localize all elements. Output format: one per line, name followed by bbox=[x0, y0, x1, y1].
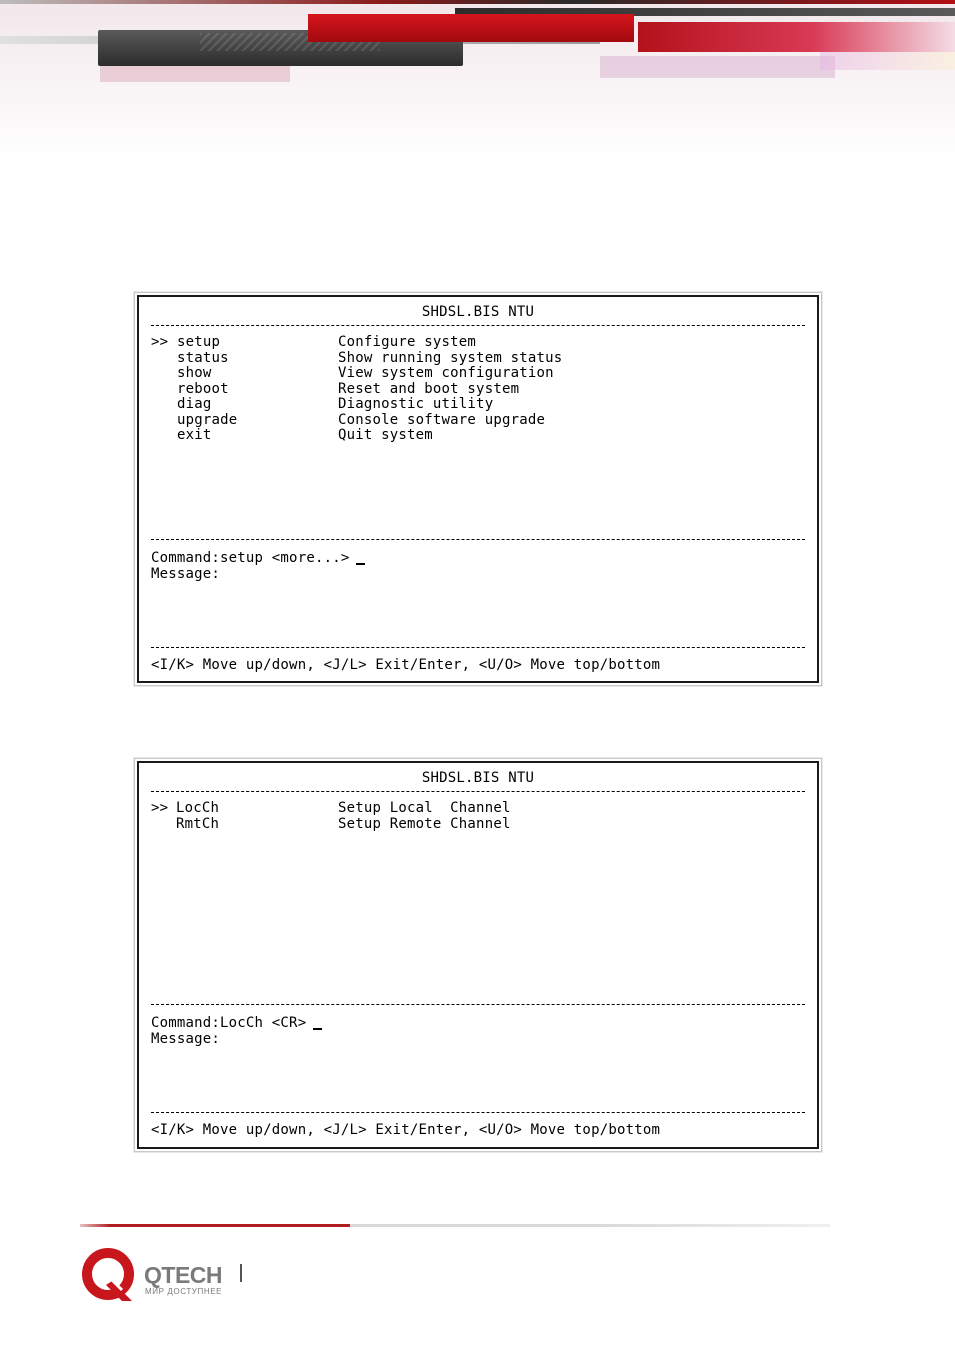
menu-desc-status: Show running system status bbox=[338, 350, 563, 366]
message-line: Message: bbox=[151, 566, 221, 582]
divider-top bbox=[151, 791, 805, 792]
header-banner bbox=[0, 0, 955, 170]
qtech-logo bbox=[82, 1248, 262, 1306]
banner-top-line bbox=[0, 0, 955, 4]
text-cursor-icon bbox=[313, 1028, 322, 1030]
menu-item-show[interactable]: show bbox=[177, 365, 212, 381]
menu-desc-locch: Setup Local Channel bbox=[338, 800, 511, 816]
divider-bottom bbox=[151, 647, 805, 648]
terminal-frame bbox=[137, 295, 819, 683]
menu-pointer: >> bbox=[151, 334, 169, 350]
qtech-logo-icon bbox=[82, 1248, 138, 1304]
command-line[interactable] bbox=[151, 1015, 322, 1031]
footer-rule bbox=[80, 1224, 830, 1227]
menu-item-exit[interactable]: exit bbox=[177, 427, 212, 443]
banner-pink-bar bbox=[100, 66, 290, 82]
terminal-title: SHDSL.BIS NTU bbox=[421, 304, 535, 320]
logo-brand: QTECH bbox=[144, 1262, 222, 1288]
menu-desc-reboot: Reset and boot system bbox=[338, 381, 520, 397]
menu-desc-rmtch: Setup Remote Channel bbox=[338, 816, 511, 832]
menu-desc-exit: Quit system bbox=[338, 427, 433, 443]
terminal-screen-main-menu bbox=[134, 292, 822, 686]
menu-desc-setup: Configure system bbox=[338, 334, 477, 350]
banner-red-right-bar bbox=[638, 22, 955, 52]
divider-top bbox=[151, 325, 805, 326]
logo-tagline: МИР ДОСТУПНЕЕ bbox=[145, 1287, 223, 1296]
terminal-frame bbox=[137, 761, 819, 1149]
menu-item-rmtch[interactable]: RmtCh bbox=[176, 816, 220, 832]
divider-bottom bbox=[151, 1112, 805, 1113]
help-line: <I/K> Move up/down, <J/L> Exit/Enter, <U/O> Move top/bottom bbox=[151, 1122, 661, 1138]
menu-item-status[interactable]: status bbox=[177, 350, 229, 366]
divider-middle bbox=[151, 539, 805, 540]
banner-pink-bar-right bbox=[600, 56, 835, 78]
message-line: Message: bbox=[151, 1031, 221, 1047]
menu-pointer: >> bbox=[151, 800, 169, 816]
terminal-screen-setup-menu bbox=[134, 758, 822, 1152]
menu-desc-upgrade: Console software upgrade bbox=[338, 412, 546, 428]
divider-middle bbox=[151, 1004, 805, 1005]
footer-separator bbox=[240, 1264, 242, 1282]
menu-item-locch[interactable]: LocCh bbox=[176, 800, 220, 816]
menu-item-upgrade[interactable]: upgrade bbox=[177, 412, 238, 428]
menu-desc-show: View system configuration bbox=[338, 365, 554, 381]
command-text: Command:setup <more...> bbox=[151, 550, 350, 566]
help-line: <I/K> Move up/down, <J/L> Exit/Enter, <U/O> Move top/bottom bbox=[151, 657, 661, 673]
menu-desc-diag: Diagnostic utility bbox=[338, 396, 494, 412]
command-line[interactable] bbox=[151, 550, 365, 566]
terminal-title: SHDSL.BIS NTU bbox=[421, 770, 535, 786]
command-text: Command:LocCh <CR> bbox=[151, 1015, 307, 1031]
text-cursor-icon bbox=[356, 563, 365, 565]
menu-item-setup[interactable]: setup bbox=[177, 334, 221, 350]
banner-red-bar bbox=[308, 14, 634, 42]
menu-item-reboot[interactable]: reboot bbox=[177, 381, 229, 397]
menu-item-diag[interactable]: diag bbox=[177, 396, 212, 412]
